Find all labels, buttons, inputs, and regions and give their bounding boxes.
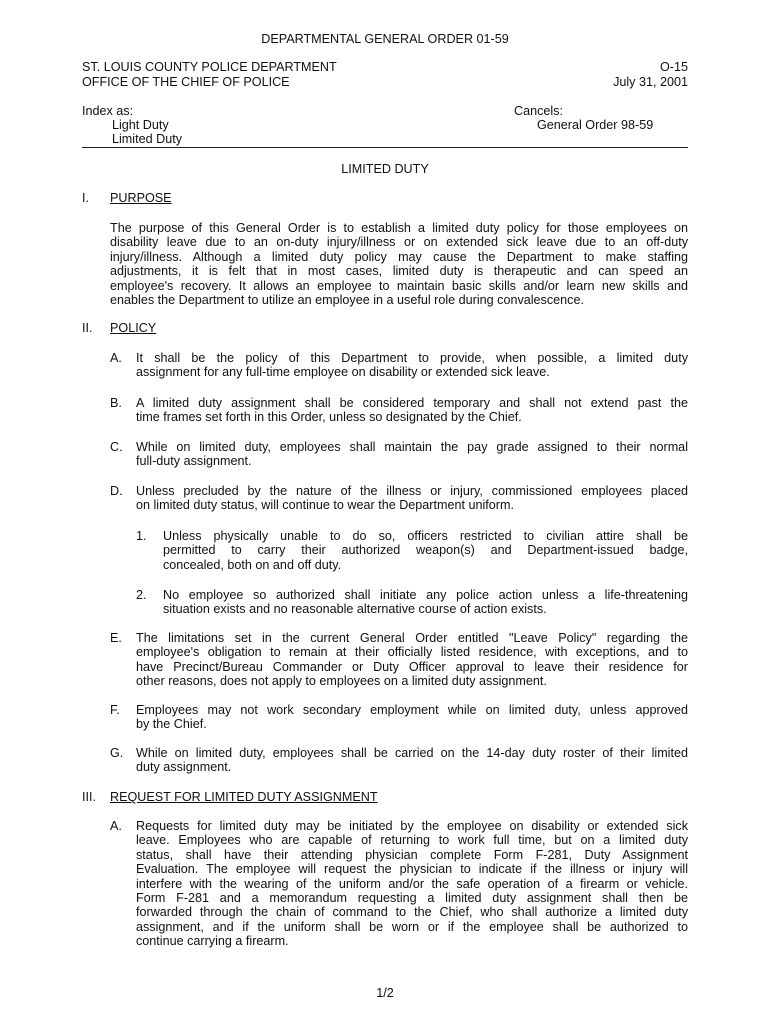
list-item-line: on limited duty status, will continue to wear the Department uniform. — [136, 498, 514, 513]
list-marker: A. — [110, 351, 122, 365]
list-marker: D. — [110, 484, 123, 498]
list-item-line: full-duty assignment. — [136, 454, 252, 469]
paragraph-line: enables the Department to utilize an employee in a useful role during convalescence. — [110, 293, 584, 307]
paragraph-line: The purpose of this General Order is to establish a limited duty policy for those employees on — [110, 221, 688, 235]
list-marker: E. — [110, 631, 122, 645]
list-item-line: status, shall have their attending physician complete Form F-281, Duty Assignment — [136, 847, 688, 862]
list-marker: F. — [110, 703, 120, 717]
list-item-line: by the Chief. — [136, 717, 207, 732]
header-row-1 — [82, 60, 688, 74]
list-item-line: No employee so authorized shall initiate any police action unless a life-threatening — [163, 588, 688, 602]
list-item-line: Requests for limited duty may be initiated by the employee on disability or extended sick — [136, 819, 688, 833]
list-item-line: Form F-281 and a memorandum requesting a limited duty assignment shall then be — [136, 891, 688, 905]
paragraph-line: injury/illness. Although a limited duty policy may cause the Department to make staffing — [110, 249, 688, 264]
list-item-line: duty assignment. — [136, 760, 232, 775]
order-number: O-15 — [660, 60, 688, 74]
list-item-line: Evaluation. The employee will request the physician to indicate if the illness or injury will — [136, 862, 688, 877]
list-marker: 2. — [136, 588, 147, 602]
header-divider — [82, 147, 688, 148]
section-number: II. — [82, 321, 93, 335]
list-item-line: situation exists and no reasonable alternative course of action exists. — [163, 602, 547, 617]
list-item-line: have Precinct/Bureau Commander or Duty Officer approval to leave their residence for — [136, 659, 688, 674]
office-name: OFFICE OF THE CHIEF OF POLICE — [82, 75, 290, 89]
order-date: July 31, 2001 — [613, 75, 688, 89]
list-item-line: Unless precluded by the nature of the illness or injury, commissioned employees placed — [136, 484, 688, 498]
section-number: I. — [82, 191, 89, 205]
list-item-line: continue carrying a firearm. — [136, 934, 289, 949]
list-item-line: While on limited duty, employees shall maintain the pay grade assigned to their normal — [136, 440, 688, 454]
paragraph-line: adjustments, it is felt that in most cases, limited duty is therapeutic and can speed an — [110, 264, 688, 279]
document-title: LIMITED DUTY — [341, 162, 429, 176]
list-item-line: concealed, both on and off duty. — [163, 557, 342, 572]
cancels-value: General Order 98-59 — [537, 118, 654, 132]
header-row-2 — [82, 75, 688, 89]
list-item-line: While on limited duty, employees shall be carried on the 14-day duty roster of their limited — [136, 746, 688, 760]
list-marker: C. — [110, 440, 123, 454]
paragraph-line: employee's recovery. It allows an employee to maintain basic skills and/or learn new skills and — [110, 278, 688, 293]
section-title-policy: POLICY — [110, 321, 157, 335]
list-item-line: leave. Employees who are capable of returning to work full time, but on a limited duty — [136, 833, 688, 848]
list-item-line: Employees may not work secondary employment while on limited duty, unless approved — [136, 703, 688, 717]
list-item-line: time frames set forth in this Order, unless so designated by the Chief. — [136, 410, 522, 425]
list-item-line: permitted to carry their authorized weapon(s) and Department-issued badge, — [163, 543, 688, 558]
list-marker: A. — [110, 819, 122, 833]
order-title: DEPARTMENTAL GENERAL ORDER 01-59 — [261, 32, 509, 46]
list-item-line: The limitations set in the current General Order entitled "Leave Policy" regarding the — [136, 631, 688, 645]
list-item-line: employee's obligation to remain at their officially listed residence, with exceptions, and to — [136, 645, 688, 660]
list-item-line: interfere with the wearing of the uniform and/or the safe operation of a firearm or vehicle. — [136, 876, 688, 891]
page-number: 1/2 — [376, 986, 394, 1000]
list-item-line: assignment, and if the uniform shall be worn or if the employee shall be authorized to — [136, 919, 688, 934]
index-item: Light Duty — [112, 118, 169, 132]
list-item-line: assignment for any full-time employee on disability or extended sick leave. — [136, 365, 550, 380]
list-item-line: other reasons, does not apply to employees on a limited duty assignment. — [136, 674, 547, 689]
index-label: Index as: — [82, 104, 134, 118]
section-number: III. — [82, 790, 96, 804]
list-item-line: A limited duty assignment shall be considered temporary and shall not extend past the — [136, 396, 688, 410]
list-item-line: Unless physically unable to do so, officers restricted to civilian attire shall be — [163, 529, 688, 543]
list-marker: B. — [110, 396, 122, 410]
list-item-line: It shall be the policy of this Department to provide, when possible, a limited duty — [136, 351, 688, 365]
department-name: ST. LOUIS COUNTY POLICE DEPARTMENT — [82, 60, 337, 74]
cancels-label: Cancels: — [514, 104, 563, 118]
section-title-request: REQUEST FOR LIMITED DUTY ASSIGNMENT — [110, 790, 378, 804]
index-item: Limited Duty — [112, 132, 182, 146]
list-item-line: forwarded through the chain of command to the Chief, who shall authorize a limited duty — [136, 905, 688, 920]
list-marker: 1. — [136, 529, 147, 543]
paragraph-line: disability leave due to an on-duty injury/illness or on extended sick leave due to an off-duty — [110, 235, 688, 250]
section-title-purpose: PURPOSE — [110, 191, 172, 205]
list-marker: G. — [110, 746, 124, 760]
